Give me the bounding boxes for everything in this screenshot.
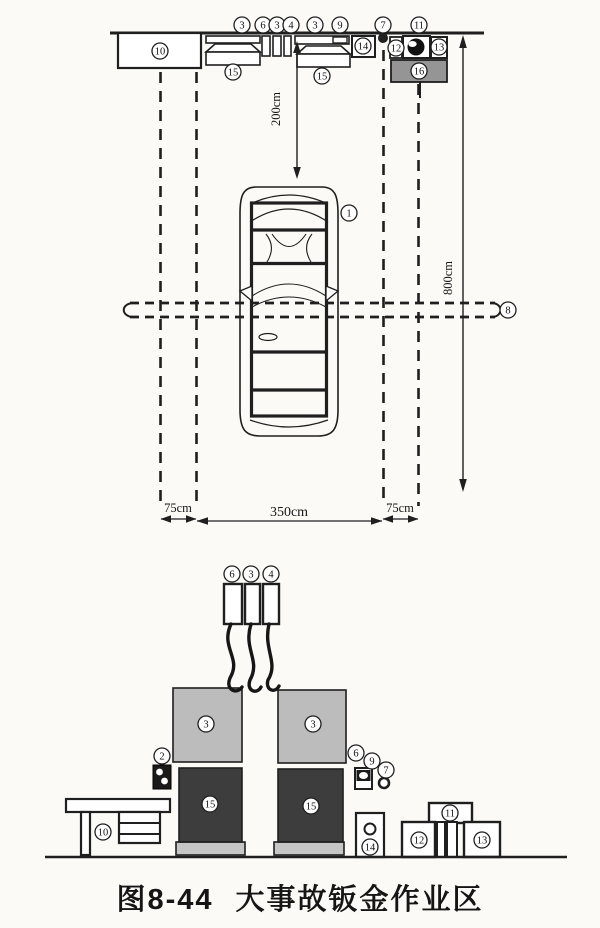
callout-9 <box>332 17 348 33</box>
svg-text:13: 13 <box>433 42 445 54</box>
callout-2 <box>154 748 170 764</box>
svg-text:12: 12 <box>413 835 425 847</box>
dim-75cm-left-label: 75cm <box>164 501 192 515</box>
callout-15 <box>314 68 330 84</box>
plan-item-15-cabinet-b <box>297 46 350 67</box>
dim-75cm-right <box>383 501 419 523</box>
dim-350cm-label: 350cm <box>269 505 309 520</box>
svg-text:11: 11 <box>413 20 425 32</box>
callout-15 <box>225 64 241 80</box>
svg-text:6: 6 <box>353 748 359 760</box>
callout-3 <box>198 716 214 732</box>
callout-7 <box>378 762 394 778</box>
svg-text:4: 4 <box>288 20 294 32</box>
figure-caption <box>0 872 600 922</box>
plan-item-4-locker <box>284 36 291 56</box>
callout-3 <box>243 566 259 582</box>
callout-11 <box>442 805 458 821</box>
svg-text:10: 10 <box>97 827 109 839</box>
plan-item-9 <box>333 37 347 43</box>
elev-base-right <box>274 842 344 855</box>
callout-10 <box>152 43 168 59</box>
elev-item-7-reel <box>379 778 389 788</box>
callout-1 <box>341 205 357 221</box>
callout-15 <box>202 796 218 812</box>
callout-7 <box>375 17 391 33</box>
callout-9 <box>364 753 380 769</box>
callout-10 <box>95 824 111 840</box>
svg-text:6: 6 <box>260 20 266 32</box>
svg-text:10: 10 <box>154 46 166 58</box>
callout-8 <box>500 302 516 318</box>
svg-text:15: 15 <box>305 801 317 813</box>
dim-800cm-label: 800cm <box>441 260 455 296</box>
dim-200cm-label: 200cm <box>269 91 283 127</box>
svg-text:9: 9 <box>369 756 375 768</box>
svg-text:14: 14 <box>364 842 376 854</box>
svg-text:7: 7 <box>383 765 389 777</box>
plan-view <box>110 17 516 525</box>
dim-800cm <box>441 35 467 492</box>
elev-item-6-9-machine <box>355 768 372 789</box>
svg-text:1: 1 <box>346 208 352 220</box>
plan-item-11-basin <box>403 36 430 58</box>
callout-3 <box>305 716 321 732</box>
svg-text:3: 3 <box>274 20 280 32</box>
plan-item-6-locker <box>262 36 270 56</box>
callout-13 <box>431 39 447 55</box>
svg-text:4: 4 <box>268 569 274 581</box>
plan-item-7 <box>379 34 388 43</box>
callout-12 <box>388 40 404 56</box>
figure-title: 大事故钣金作业区 <box>235 883 484 916</box>
elev-base-left <box>176 842 245 855</box>
plan-item-15-cabinet-a <box>206 44 260 65</box>
svg-text:3: 3 <box>310 719 316 731</box>
hanging-hoses <box>228 624 279 691</box>
callout-16 <box>411 63 427 79</box>
callout-13 <box>474 832 490 848</box>
right-mirror <box>326 286 338 301</box>
svg-text:12: 12 <box>390 43 402 55</box>
svg-text:13: 13 <box>476 835 488 847</box>
plan-item-3-locker <box>273 36 281 56</box>
elevation-view <box>45 566 567 857</box>
svg-text:14: 14 <box>357 41 369 53</box>
callout-6 <box>224 566 240 582</box>
dim-75cm-right-label: 75cm <box>386 501 414 515</box>
plan-item-3-shelf-b <box>295 36 349 44</box>
callout-3 <box>234 17 250 33</box>
svg-text:6: 6 <box>229 569 235 581</box>
callout-4 <box>283 17 299 33</box>
svg-text:2: 2 <box>159 751 165 763</box>
callout-3 <box>307 17 323 33</box>
elev-item-10-workbench <box>66 799 170 855</box>
elev-item-2-outlet <box>153 765 171 789</box>
car-top-view <box>240 187 338 436</box>
svg-text:15: 15 <box>227 67 239 79</box>
callout-6 <box>348 745 364 761</box>
dim-200cm <box>269 41 301 179</box>
svg-text:3: 3 <box>203 719 209 731</box>
callout-4 <box>263 566 279 582</box>
dim-bottom-widths <box>161 501 419 525</box>
svg-text:15: 15 <box>316 71 328 83</box>
plan-item-3-shelf-a <box>206 36 260 43</box>
svg-text:3: 3 <box>239 20 245 32</box>
left-mirror <box>240 286 252 301</box>
svg-text:15: 15 <box>204 799 216 811</box>
bay-boundary-dashed-lines <box>161 50 419 506</box>
svg-text:9: 9 <box>337 20 343 32</box>
elev-reels-6-3-4 <box>224 584 279 624</box>
svg-text:11: 11 <box>444 808 456 820</box>
dim-350cm <box>197 505 383 525</box>
svg-text:8: 8 <box>505 305 511 317</box>
svg-text:3: 3 <box>248 569 254 581</box>
plan-item-8-floor-band <box>124 303 501 317</box>
figure-number: 图8-44 <box>116 883 214 916</box>
callout-14 <box>355 38 371 54</box>
svg-text:3: 3 <box>312 20 318 32</box>
callout-11 <box>411 17 427 33</box>
callout-15 <box>303 798 319 814</box>
bench-frame <box>252 203 327 416</box>
dim-75cm-left <box>161 501 197 523</box>
svg-text:7: 7 <box>380 20 386 32</box>
callout-14 <box>362 839 378 855</box>
callout-12 <box>411 832 427 848</box>
svg-text:16: 16 <box>413 66 425 78</box>
